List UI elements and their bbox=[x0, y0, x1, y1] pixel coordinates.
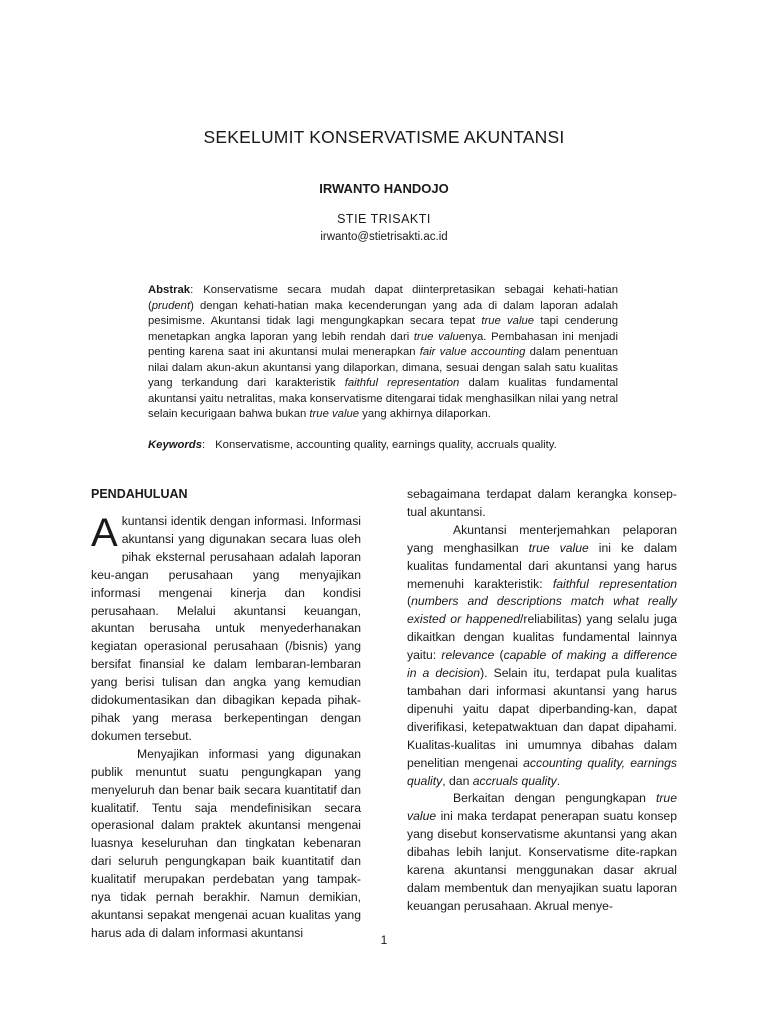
body-column-right bbox=[407, 486, 677, 916]
body-column-left bbox=[91, 486, 361, 943]
right-paragraph-1: sebagaimana terdapat dalam kerangka konsep-tual akuntansi. bbox=[407, 487, 677, 519]
right-paragraph-2: Akuntansi menterjemahkan pelaporan yang menghasilkan true value ini ke dalam kualitas fundamental dari akuntansi yang harus memenuhi karakteristik: faithful representation (numbers and descriptions match what really existed or happened/reliabilitas) yang selalu juga dikaitkan dengan kualitas fundamental lainnya yaitu: relevance (capable of making a difference in a decision). Selain itu, terdapat pula kualitas tambahan dari informasi akuntansi yang harus dipenuhi yaitu dapat diperbanding-kan, dapat diverifikasi, ketepatwaktuan dan dapat dipahami. Kualitas-kualitas ini umumnya dibahas dalam penelitian mengenai accounting quality, earnings quality, dan accruals quality. bbox=[407, 522, 678, 788]
intro-paragraph-1: Akuntansi identik dengan informasi. Informasi akuntansi yang digunakan secara luas oleh pihak eksternal perusahaan adalah laporan keu-angan perusahaan yang menyajikan informasi mengenai kinerja dan kondisi perusahaan. Melalui akuntansi keuangan, akuntan berusaha untuk menyederhanakan kegiatan operasional perusahaan (/bisnis) yang bersifat finansial ke dalam lembaran-lembaran yang berisi tulisan dan angka yang kemudian didokumentasikan dan dibagikan kepada pihak-pihak yang merasa berkepentingan dengan dokumen tersebut. bbox=[91, 511, 361, 743]
keywords-label: Keywords: bbox=[148, 439, 206, 451]
keywords-text: Konservatisme, accounting quality, earnings quality, accruals quality. bbox=[215, 439, 557, 451]
paper-title: SEKELUMIT KONSERVATISME AKUNTANSI bbox=[203, 127, 565, 147]
section-heading: PENDAHULUAN bbox=[91, 487, 188, 501]
author-name: IRWANTO HANDOJO bbox=[319, 181, 449, 196]
intro-paragraph-2: Menyajikan informasi yang digunakan publik menuntut suatu pengungkapan yang menyeluruh dan benar baik secara kuantitatif dan kualitatif. Tentu saja mendefinisikan secara operasional dalam praktek akuntansi mengenai luasnya keseluruhan dan tingkatan kebenaran dari seluruh pengungkapan baik kuantitatif dan kualitatif merupakan perdebatan yang tampak-nya tidak pernah berakhir. Namun demikian, akuntansi sepakat mengenai acuan kualitas yang harus ada di dalam informasi akuntansi bbox=[91, 746, 361, 940]
author-affiliation: STIE TRISAKTI bbox=[337, 212, 431, 226]
keywords-block bbox=[148, 438, 618, 454]
right-paragraph-3: Berkaitan dengan pengungkapan true value ini maka terdapat penerapan suatu konsep yang disebut konservatisme akuntansi yang akan dibahas lebih lanjut. Konservatisme dite-rapkan karena akuntansi menggunakan dasar akrual dalam membentuk dan menyajikan suatu laporan keuangan perusahaan. Akrual menye- bbox=[407, 791, 677, 913]
abstract-block: Abstrak: Konservatisme secara mudah dapat diinterpretasikan sebagai kehati-hatian (prudent) dengan kehati-hatian maka kecenderungan yang ada di dalam laporan adalah pesimisme. Akuntansi tidak lagi mengungkapkan secara tepat true value tapi cenderung menetapkan angka laporan yang lebih rendah dari true valuenya. Pembahasan ini menjadi penting karena saat ini akuntansi mulai menerapkan fair value accounting dalam penentuan nilai dalam akun-akun akuntansi yang dilaporkan, dimana, sesuai dengan salah satu kualitas yang terkandung dari karakteristik faithful representation dalam kualitas fundamental akuntansi yaitu netralitas, maka konservatisme ditengarai tidak menghasilkan nilai yang netral selain kecurigaan bahwa bukan true value yang akhirnya dilaporkan. bbox=[148, 284, 619, 420]
drop-cap: A bbox=[91, 511, 118, 555]
page-number: 1 bbox=[380, 933, 388, 947]
abstract-label: Abstrak: bbox=[148, 284, 194, 296]
author-email: irwanto@stietrisakti.ac.id bbox=[320, 231, 448, 243]
